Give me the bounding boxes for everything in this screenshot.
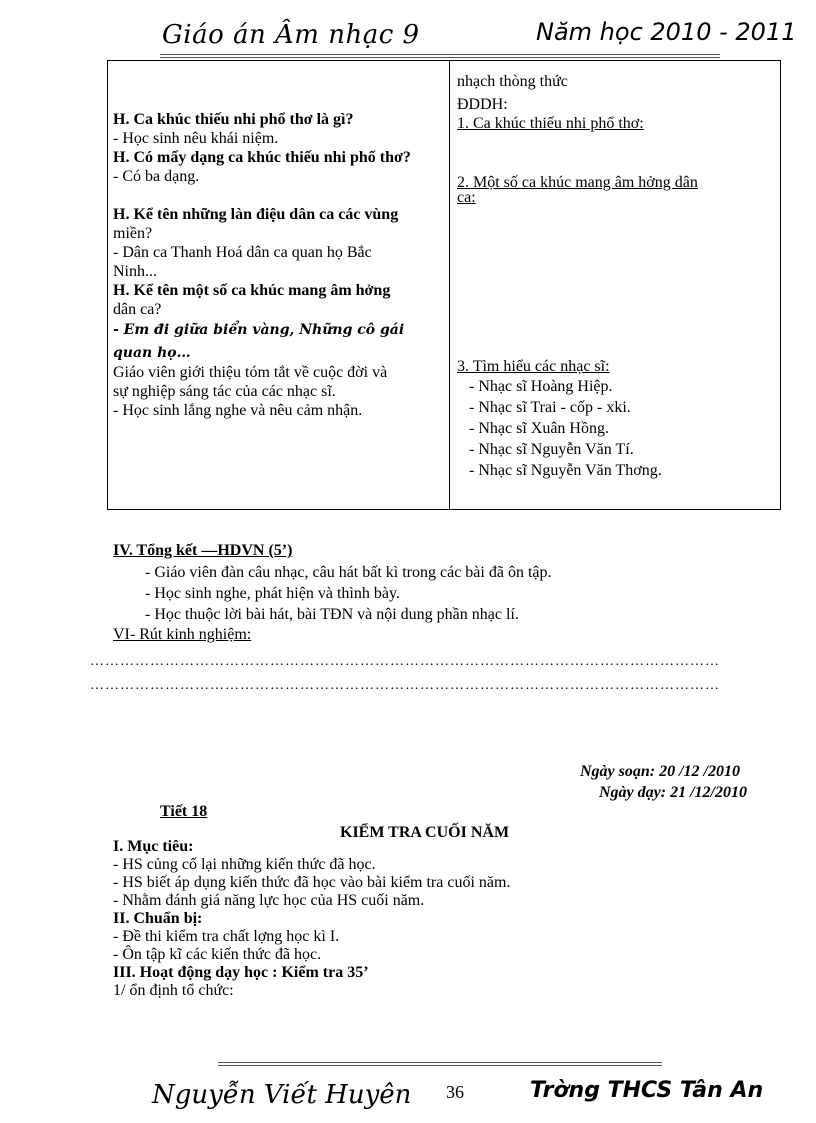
table-column-divider: [449, 60, 450, 510]
question: H. Có mấy dạng ca khúc thiếu nhi phổ thơ?: [113, 149, 411, 166]
lesson-period: Tiết 18: [160, 803, 208, 820]
answer-songs: - Em đi giữa biển vàng, Những cô gái: [113, 322, 405, 338]
list-item: - Nhạc sĩ Nguyễn Văn Thơng.: [469, 462, 662, 479]
lesson-body: [113, 838, 510, 1000]
list-item: - Đề thi kiểm tra chất lợng học kì I.: [113, 928, 340, 945]
table-right-column: [457, 72, 775, 481]
summary-list: [145, 562, 552, 625]
list-item: - Nhạc sĩ Nguyễn Văn Tí.: [469, 441, 634, 458]
teach-date: Ngày dạy: 21 /12/2010: [599, 784, 747, 801]
experience-title: VI- Rút kinh nghiệm:: [113, 626, 252, 643]
summary-title: IV. Tổng kết —HDVN (5’): [113, 542, 293, 559]
header-school-year: Năm học 2010 - 2011: [536, 18, 797, 46]
list-item: - Nhạc sĩ Hoàng Hiệp.: [469, 378, 613, 395]
right-line-1: nhạch thòng thức: [457, 73, 568, 90]
page-number: 36: [446, 1082, 464, 1102]
student-activity: - Học sinh lắng nghe và nêu cảm nhận.: [113, 402, 363, 419]
answer: - Có ba dạng.: [113, 168, 200, 185]
question: H. Kể tên một số ca khúc mang âm hởng: [113, 282, 391, 299]
answer: - Học sinh nêu khái niệm.: [113, 130, 279, 147]
footer-school: Trờng THCS Tân An: [530, 1078, 764, 1103]
question: H. Kể tên những làn điệu dân ca các vùng: [113, 206, 399, 223]
footer-author: Nguyễn Viết Huyên: [152, 1080, 412, 1110]
objectives-title: I. Mục tiêu:: [113, 838, 194, 855]
list-item: - Nhằm đánh giá năng lực học của HS cuối năm.: [113, 892, 425, 909]
answer-songs-cont: quan họ…: [113, 345, 191, 361]
content-item-2: 2. Một số ca khúc mang âm hởng dân: [457, 174, 698, 191]
list-item: - HS biết áp dụng kiến thức đã học vào bài kiểm tra cuối năm.: [113, 874, 511, 891]
list-item: 1/ ổn định tổ chức:: [113, 982, 234, 999]
dotted-line: ………………………………………………………………………………………………………………: [90, 678, 720, 693]
musician-list: [457, 376, 775, 481]
activities-title: III. Hoạt động dạy học : Kiểm tra 35’: [113, 964, 369, 981]
answer: - Dân ca Thanh Hoá dân ca quan họ Bắc: [113, 244, 372, 261]
answer-cont: Ninh...: [113, 263, 157, 280]
list-item: - HS củng cố lại những kiến thức đã học.: [113, 856, 376, 873]
list-item: - Học sinh nghe, phát hiện và thình bày.: [145, 585, 400, 602]
list-item: - Học thuộc lời bài hát, bài TĐN và nội dung phần nhạc lí.: [145, 606, 519, 623]
list-item: - Nhạc sĩ Trai - cốp - xki.: [469, 399, 631, 416]
question: H. Ca khúc thiếu nhi phổ thơ là gì?: [113, 111, 354, 128]
teacher-intro-cont: sự nghiệp sáng tác của các nhạc sĩ.: [113, 383, 336, 400]
list-item: - Ôn tập kĩ các kiến thức đã học.: [113, 946, 322, 963]
header-divider: [160, 54, 720, 58]
question-cont: dân ca?: [113, 301, 162, 318]
teacher-intro: Giáo viên giới thiệu tóm tắt về cuộc đời và: [113, 364, 388, 381]
content-item-3: 3. Tìm hiểu các nhạc sĩ:: [457, 358, 610, 375]
header-subject: Giáo án Âm nhạc 9: [162, 20, 420, 50]
lesson-title: KIỂM TRA CUỐI NĂM: [340, 824, 510, 841]
list-item: - Nhạc sĩ Xuân Hồng.: [469, 420, 609, 437]
dotted-line: ………………………………………………………………………………………………………………: [90, 654, 720, 669]
right-line-2: ĐDDH:: [457, 96, 508, 113]
prep-date: Ngày soạn: 20 /12 /2010: [580, 763, 740, 780]
footer-divider: [218, 1062, 662, 1066]
table-left-column: [113, 110, 447, 420]
content-item-1: 1. Ca khúc thiếu nhi phổ thơ:: [457, 115, 644, 132]
list-item: - Giáo viên đàn câu nhạc, câu hát bất kì trong các bài đã ôn tập.: [145, 564, 552, 581]
preparation-title: II. Chuẩn bị:: [113, 910, 203, 927]
content-item-2-cont: ca:: [457, 189, 476, 206]
question-cont: miền?: [113, 225, 153, 242]
